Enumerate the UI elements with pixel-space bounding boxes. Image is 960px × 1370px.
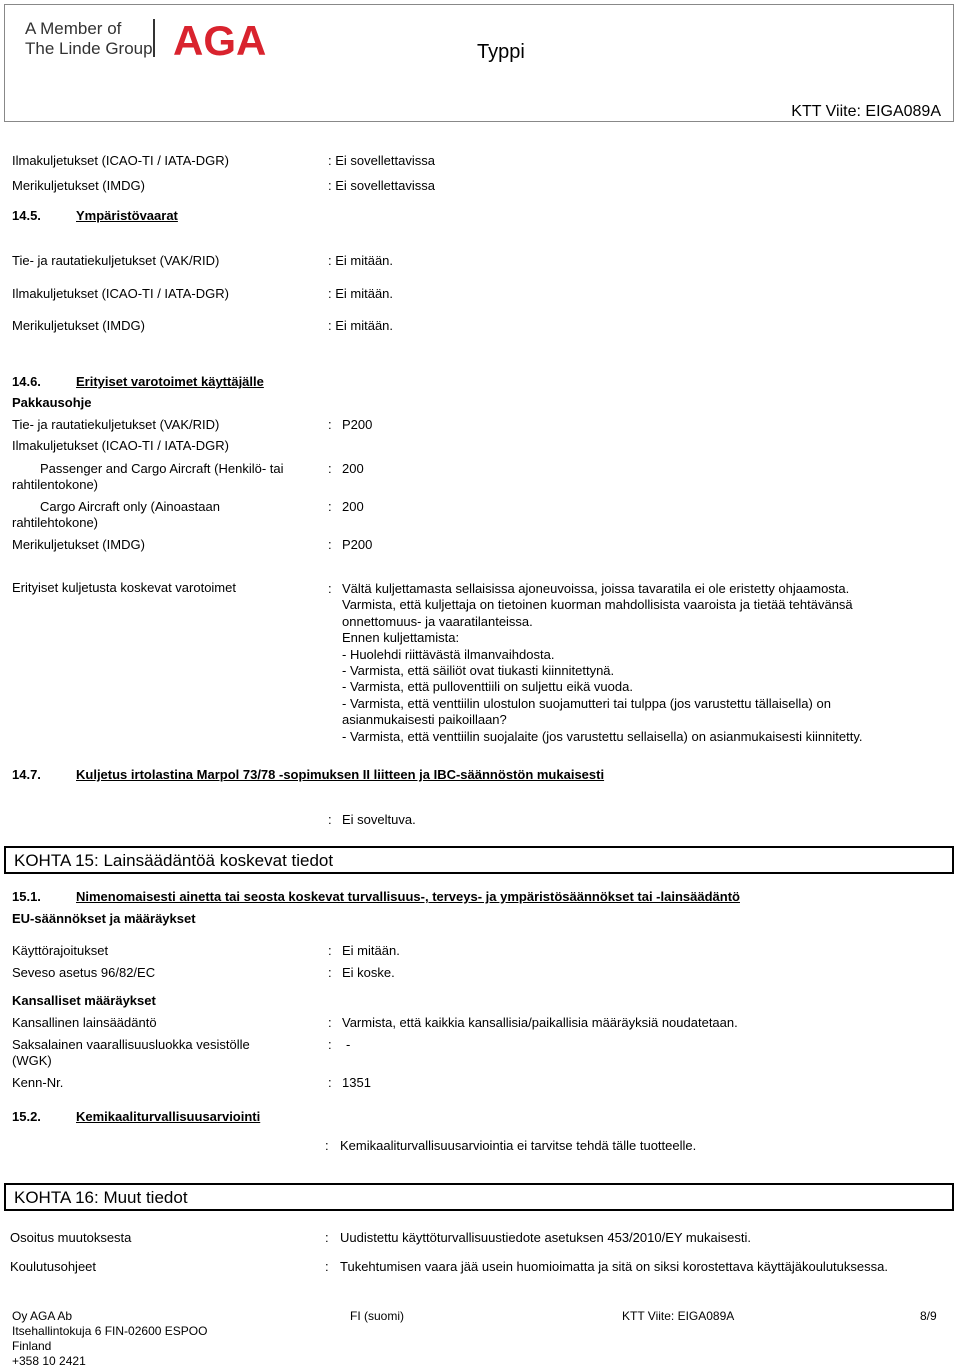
sea-pack-label: Merikuljetukset (IMDG) bbox=[12, 537, 145, 552]
road-pack-label: Tie- ja rautatiekuljetukset (VAK/RID) bbox=[12, 417, 220, 432]
kenn-value: 1351 bbox=[342, 1075, 371, 1090]
section-header-16 bbox=[4, 1183, 954, 1211]
colon: : bbox=[328, 417, 332, 432]
wgk-label-line-2: (WGK) bbox=[12, 1053, 52, 1068]
precaution-line: asianmukaisesti paikoillaan? bbox=[342, 712, 507, 728]
aga-logo bbox=[173, 17, 267, 64]
tagline-line-1: A Member of bbox=[25, 19, 122, 38]
special-precautions-text bbox=[342, 581, 862, 745]
seveso-value: Ei koske. bbox=[342, 965, 395, 980]
section-title-14-7: Kuljetus irtolastina Marpol 73/78 -sopimuksen II liitteen ja IBC-säännöstön mukaisesti bbox=[76, 767, 605, 782]
footer-phone: +358 10 2421 bbox=[12, 1354, 86, 1368]
section-header-15-title: KOHTA 15: Lainsäädäntöä koskevat tiedot bbox=[14, 851, 334, 870]
footer-reference: KTT Viite: EIGA089A bbox=[622, 1309, 735, 1323]
colon: : bbox=[328, 581, 332, 596]
marpol-value: Ei soveltuva. bbox=[342, 812, 416, 827]
training-value: Tukehtumisen vaara jää usein huomioimatta ja sitä on siksi korostettava käyttäjäkoulutuksessa. bbox=[340, 1259, 888, 1274]
pca-label-line-2: rahtilentokone) bbox=[12, 477, 98, 492]
sea-env-label: Merikuljetukset (IMDG) bbox=[12, 318, 145, 333]
eu-regulations-heading: EU-säännökset ja määräykset bbox=[12, 911, 196, 926]
road-env-label: Tie- ja rautatiekuljetukset (VAK/RID) bbox=[12, 253, 220, 268]
pca-value: 200 bbox=[342, 461, 364, 476]
sea-pack-value: P200 bbox=[342, 537, 373, 552]
colon: : bbox=[328, 812, 332, 827]
section-number-14-5: 14.5. bbox=[12, 208, 41, 223]
air-transport-label: Ilmakuljetukset (ICAO-TI / IATA-DGR) bbox=[12, 153, 229, 168]
cao-value: 200 bbox=[342, 499, 364, 514]
air-pack-label: Ilmakuljetukset (ICAO-TI / IATA-DGR) bbox=[12, 438, 229, 453]
special-precautions-label: Erityiset kuljetusta koskevat varotoimet bbox=[12, 580, 236, 595]
colon: : bbox=[325, 1230, 329, 1245]
air-env-label: Ilmakuljetukset (ICAO-TI / IATA-DGR) bbox=[12, 286, 229, 301]
section-number-14-6: 14.6. bbox=[12, 374, 41, 389]
cao-label-line-2: rahtilehtokone) bbox=[12, 515, 98, 530]
logo-divider bbox=[153, 19, 155, 57]
colon: : bbox=[328, 1015, 332, 1030]
national-regulations-heading: Kansalliset määräykset bbox=[12, 993, 156, 1008]
aga-logo-text: AGA bbox=[173, 17, 267, 64]
colon: : bbox=[328, 1075, 332, 1090]
chemical-safety-value: Kemikaaliturvallisuusarviointia ei tarvitse tehdä tälle tuotteelle. bbox=[340, 1138, 697, 1153]
changes-value: Uudistettu käyttöturvallisuustiedote asetuksen 453/2010/EY mukaisesti. bbox=[340, 1230, 751, 1245]
section-number-15-1: 15.1. bbox=[12, 889, 41, 904]
section-number-15-2: 15.2. bbox=[12, 1109, 41, 1124]
section-title-15-2: Kemikaaliturvallisuusarviointi bbox=[76, 1109, 261, 1124]
section-title-14-6: Erityiset varotoimet käyttäjälle bbox=[76, 374, 264, 389]
colon: : bbox=[325, 1259, 329, 1274]
national-law-label: Kansallinen lainsäädäntö bbox=[12, 1015, 157, 1030]
tagline-line-2: The Linde Group bbox=[25, 39, 153, 58]
colon: : bbox=[328, 537, 332, 552]
wgk-value: - bbox=[346, 1037, 351, 1052]
section-title-14-5: Ympäristövaarat bbox=[76, 208, 178, 223]
footer-language: FI (suomi) bbox=[350, 1309, 404, 1323]
road-env-value: : Ei mitään. bbox=[328, 253, 394, 268]
colon: : bbox=[328, 499, 332, 514]
air-transport-value: : Ei sovellettavissa bbox=[328, 153, 435, 168]
section-number-14-7: 14.7. bbox=[12, 767, 41, 782]
precaution-line: Ennen kuljettamista: bbox=[342, 630, 460, 646]
precaution-line: - Varmista, että venttiilin ulostulon suojamutteri tai tulppa (jos varustettu tällaisella) on bbox=[342, 695, 831, 711]
kenn-label: Kenn-Nr. bbox=[12, 1075, 64, 1090]
footer-page-number: 8/9 bbox=[920, 1309, 937, 1323]
precaution-line: - Varmista, että pulloventtiili on suljettu eikä vuoda. bbox=[342, 679, 633, 695]
changes-label: Osoitus muutoksesta bbox=[10, 1230, 132, 1245]
colon: : bbox=[328, 965, 332, 980]
document-title: Typpi bbox=[477, 41, 525, 63]
section-header-16-title: KOHTA 16: Muut tiedot bbox=[14, 1188, 188, 1207]
use-restrictions-value: Ei mitään. bbox=[342, 943, 400, 958]
sea-transport-label: Merikuljetukset (IMDG) bbox=[12, 178, 145, 193]
section-header-15 bbox=[4, 846, 954, 874]
footer-street: Itsehallintokuja 6 FIN-02600 ESPOO bbox=[12, 1324, 208, 1338]
national-law-value: Varmista, että kaikkia kansallisia/paikallisia määräyksiä noudatetaan. bbox=[342, 1015, 738, 1030]
colon: : bbox=[325, 1138, 329, 1153]
section-title-15-1: Nimenomaisesti ainetta tai seosta koskevat turvallisuus-, terveys- ja ympäristösäännökset tai -lainsäädäntö bbox=[76, 889, 740, 904]
road-pack-value: P200 bbox=[342, 417, 373, 432]
footer-country: Finland bbox=[12, 1339, 52, 1353]
air-env-value: : Ei mitään. bbox=[328, 286, 394, 301]
precaution-line: onnettomuus- ja vaaratilanteissa. bbox=[342, 613, 533, 629]
precaution-line: - Varmista, että säiliöt ovat tiukasti kiinnitettynä. bbox=[342, 663, 615, 679]
footer-address bbox=[12, 1309, 207, 1369]
footer-company: Oy AGA Ab bbox=[12, 1309, 73, 1323]
wgk-label-line-1: Saksalainen vaarallisuusluokka vesistölle bbox=[12, 1037, 250, 1052]
seveso-label: Seveso asetus 96/82/EC bbox=[12, 965, 156, 980]
use-restrictions-label: Käyttörajoitukset bbox=[12, 943, 109, 958]
precaution-line: Varmista, että kuljettaja on tietoinen kuorman mahdollisista vaaroista ja tietää tehtävänsä bbox=[342, 597, 853, 613]
company-tagline bbox=[25, 19, 153, 59]
sea-env-value: : Ei mitään. bbox=[328, 318, 394, 333]
cao-label-line-1: Cargo Aircraft only (Ainoastaan bbox=[40, 499, 220, 514]
precaution-line: - Huolehdi riittävästä ilmanvaihdosta. bbox=[342, 646, 555, 662]
header-reference: KTT Viite: EIGA089A bbox=[791, 103, 941, 120]
sea-transport-value: : Ei sovellettavissa bbox=[328, 178, 435, 193]
colon: : bbox=[328, 461, 332, 476]
pca-label-line-1: Passenger and Cargo Aircraft (Henkilö- tai bbox=[40, 461, 284, 476]
precaution-line: Vältä kuljettamasta sellaisissa ajoneuvoissa, joissa tavaratila ei ole eristetty ohjaamosta. bbox=[342, 581, 850, 596]
page-header bbox=[4, 4, 954, 122]
training-label: Koulutusohjeet bbox=[10, 1259, 97, 1274]
packaging-heading: Pakkausohje bbox=[12, 395, 92, 410]
colon: : bbox=[328, 1037, 332, 1052]
colon: : bbox=[328, 943, 332, 958]
precaution-line: - Varmista, että venttiilin suojalaite (jos varustettu sellaisella) on asianmukaisesti kiinnitetty. bbox=[342, 728, 863, 744]
